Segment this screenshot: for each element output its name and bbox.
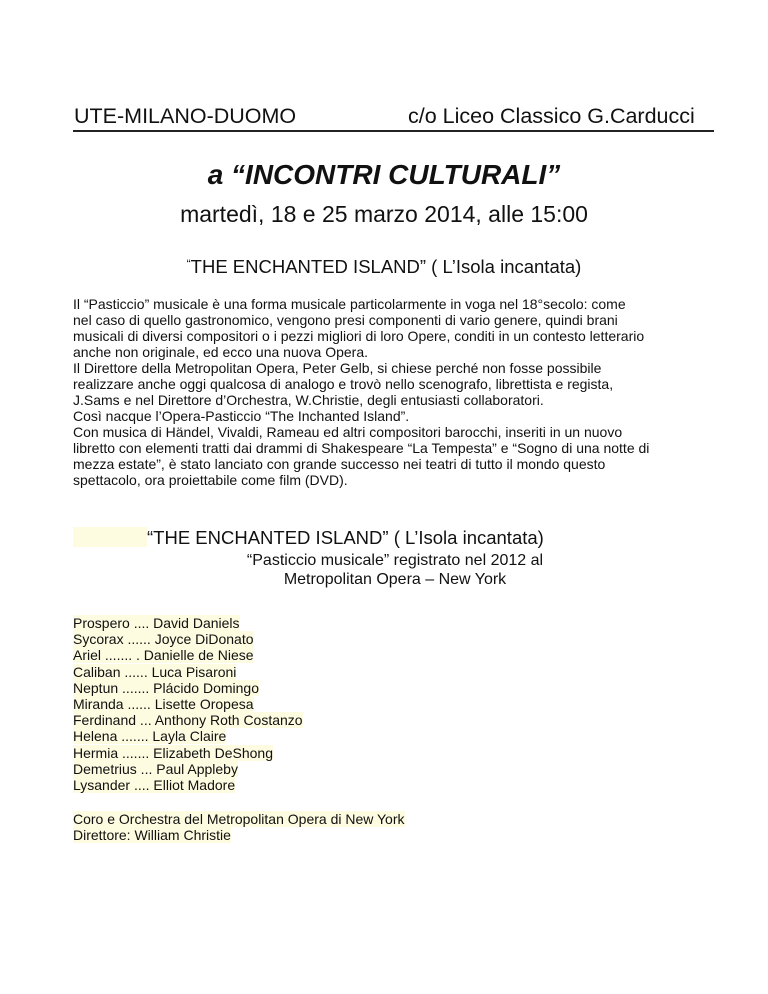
description-line: Così nacque l’Opera-Pasticcio “The Inchanted Island”. xyxy=(73,408,410,424)
description-line: Con musica di Händel, Vivaldi, Rameau ed altri compositori barocchi, inseriti in un nuovo xyxy=(73,424,623,440)
description-line: nel caso di quello gastronomico, vengono presi componenti di vario genere, quindi brani xyxy=(73,312,618,328)
description-line: libretto con elementi tratti dai drammi di Shakespeare “La Tempesta” e “Sogno di una notte di xyxy=(73,440,650,456)
cast-item xyxy=(73,647,303,663)
credits-orchestra-text: Coro e Orchestra del Metropolitan Opera di New York xyxy=(73,811,405,827)
description-line: anche non originale, ed ecco una nuova Opera. xyxy=(73,344,368,360)
section-title-text: “THE ENCHANTED ISLAND” ( L’Isola incantata) xyxy=(147,527,544,548)
cast-item xyxy=(73,777,303,793)
section-subtitle xyxy=(0,551,768,589)
cast-item-text: Miranda ...... Lisette Oropesa xyxy=(73,696,254,713)
cast-item xyxy=(73,631,303,647)
cast-item xyxy=(73,712,303,728)
header-organization: UTE-MILANO-DUOMO xyxy=(74,104,297,128)
header xyxy=(73,104,714,132)
description-paragraph xyxy=(73,296,723,488)
description-line: mezza estate”, è stato lanciato con grande successo nei teatri di tutto il mondo questo xyxy=(73,456,606,472)
cast-item xyxy=(73,761,303,777)
subtitle-open-quote: “ xyxy=(186,257,191,271)
cast-item-text: Ferdinand ... Anthony Roth Costanzo xyxy=(73,712,303,729)
header-venue: c/o Liceo Classico G.Carducci xyxy=(408,104,695,128)
cast-item-text: Hermia ....... Elizabeth DeShong xyxy=(73,744,273,761)
cast-item xyxy=(73,728,303,744)
cast-item-text: Neptun ....... Plácido Domingo xyxy=(73,679,259,696)
description-line: realizzare anche oggi qualcosa di analogo e trovò nello scenografo, librettista e regista, xyxy=(73,376,614,392)
description-line: spettacolo, ora proiettabile come film (DVD). xyxy=(73,472,348,488)
cast-item-text: Helena ....... Layla Claire xyxy=(73,728,227,745)
cast-item-text: Demetrius ... Paul Appleby xyxy=(73,760,238,777)
cast-item xyxy=(73,745,303,761)
cast-item-text: Prospero .... David Daniels xyxy=(73,615,240,631)
cast-item xyxy=(73,664,303,680)
cast-item-text: Caliban ...... Luca Pisaroni xyxy=(73,663,237,680)
cast-item xyxy=(73,615,303,631)
credits xyxy=(73,811,405,843)
highlight-block xyxy=(73,527,147,547)
cast-item-text: Lysander .... Elliot Madore xyxy=(73,777,236,794)
event-date: martedì, 18 e 25 marzo 2014, alle 15:00 xyxy=(180,201,588,227)
description-line: Il Direttore della Metropolitan Opera, Peter Gelb, si chiese perché non fosse possibile xyxy=(73,360,602,376)
cast-item xyxy=(73,696,303,712)
cast-item xyxy=(73,680,303,696)
cast-list xyxy=(73,615,303,793)
description-line: musicali di diversi compositori o i pezzi migliori di loro Opere, conditi in un contesto letterario xyxy=(73,328,645,344)
event-subtitle xyxy=(0,256,768,278)
section-title xyxy=(73,527,544,549)
section-subtitle-line: Metropolitan Opera – New York xyxy=(283,571,507,588)
page-title: a “INCONTRI CULTURALI” xyxy=(207,159,561,190)
section-subtitle-line: “Pasticcio musicale” registrato nel 2012 al xyxy=(246,552,544,569)
description-line: J.Sams e nel Direttore d’Orchestra, W.Christie, degli entusiasti collaboratori. xyxy=(73,392,544,408)
credits-conductor-text: Direttore: William Christie xyxy=(73,827,231,844)
cast-item-text: Ariel ....... . Danielle de Niese xyxy=(73,647,254,664)
credits-conductor xyxy=(73,827,405,843)
description-line: Il “Pasticcio” musicale è una forma musicale particolarmente in voga nel 18°secolo: come xyxy=(73,296,626,312)
credits-orchestra xyxy=(73,811,405,827)
cast-item-text: Sycorax ...... Joyce DiDonato xyxy=(73,631,254,648)
subtitle-text: THE ENCHANTED ISLAND” ( L’Isola incantata) xyxy=(190,256,582,277)
